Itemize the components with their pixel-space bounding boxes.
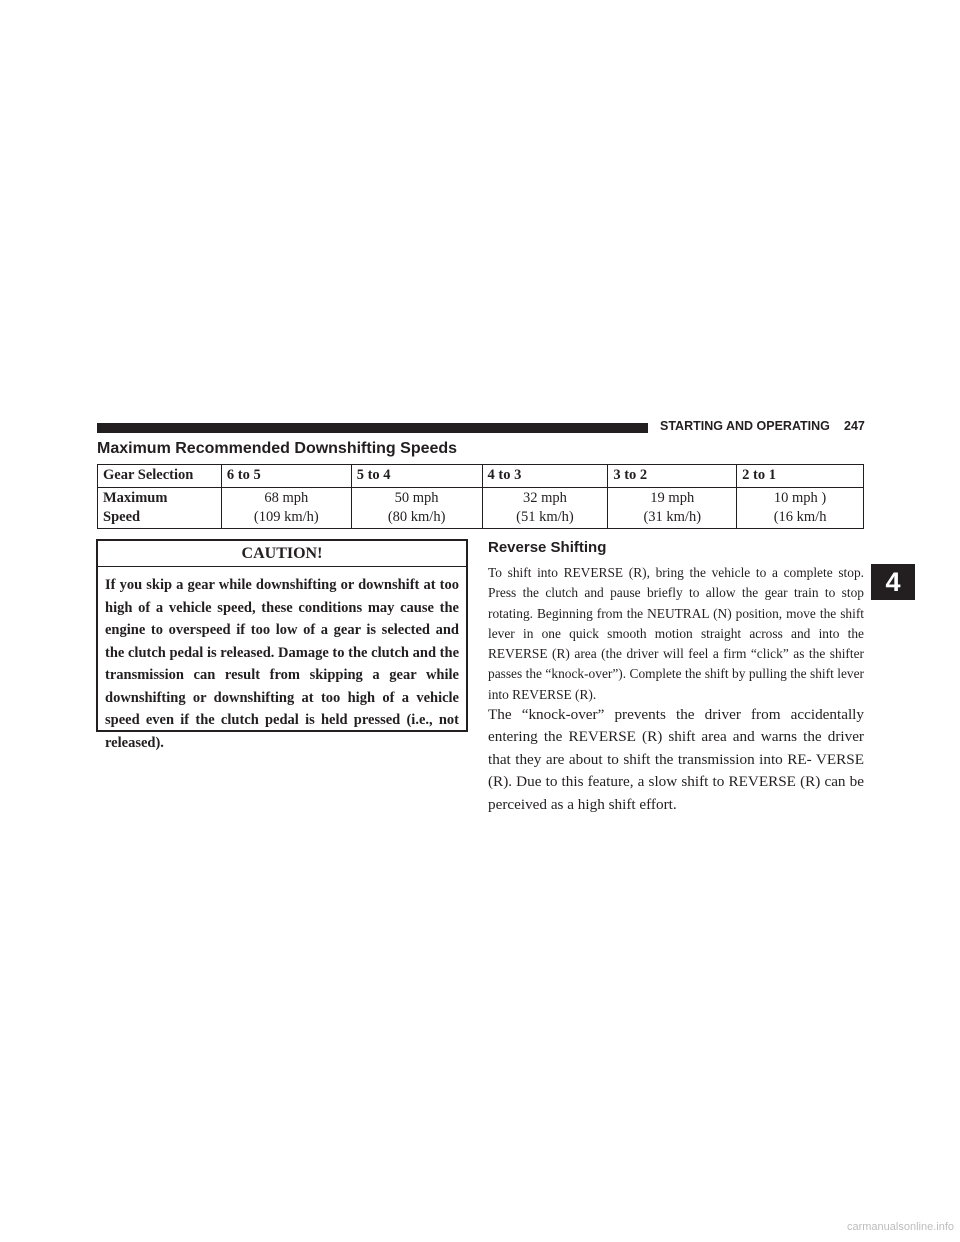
column-header: Gear Selection [98, 465, 222, 488]
column-header: 2 to 1 [737, 465, 864, 488]
speed-kmh: (51 km/h) [516, 509, 574, 525]
speed-kmh: (31 km/h) [643, 509, 702, 525]
speed-mph: 50 mph [394, 490, 439, 506]
column-header: 6 to 5 [221, 465, 351, 488]
knock-over-paragraph: The “knock-over” prevents the driver from accidentally entering the REVERSE (R) shift area and warns the driver that they are about to shift the transmission into RE- VERSE (R). Due to this feature, a slow shift to REVERSE (R) can be perceived as a high shift effort. [488, 706, 864, 813]
speed-kmh: (80 km/h) [387, 509, 446, 525]
page-number: 247 [844, 419, 865, 433]
running-header-title: STARTING AND OPERATING [660, 419, 830, 433]
caution-text: If you skip a gear while downshifting or downshift at too high of a vehicle speed, these conditions may cause the engine to overspeed if too low of a gear is selected and the clutch pedal is released. Damage to the clutch and the transmission can result from skipping a gear while downshifting or downshifting at too high of a vehicle speed even if the clutch pedal is held pressed (i.e., not released). [105, 577, 459, 751]
row-header [98, 488, 222, 529]
table-cell [221, 488, 351, 529]
row-header-line: Speed [103, 509, 141, 525]
table-header-row [98, 465, 864, 488]
table-cell [608, 488, 737, 529]
reverse-shifting-title: Reverse Shifting [488, 539, 607, 556]
downshift-section-title: Maximum Recommended Downshifting Speeds [97, 440, 458, 457]
table-cell [351, 488, 482, 529]
speed-mph: 68 mph [264, 490, 309, 506]
speed-mph: 32 mph [522, 490, 567, 506]
table-cell [482, 488, 608, 529]
table-cell [737, 488, 864, 529]
speed-mph: 10 mph ) [773, 490, 827, 506]
header-rule [97, 423, 648, 433]
watermark: carmanualsonline.info [846, 1221, 954, 1233]
caution-title: CAUTION! [98, 541, 466, 567]
table-row [98, 488, 864, 529]
column-header: 3 to 2 [608, 465, 737, 488]
column-header: 5 to 4 [351, 465, 482, 488]
caution-box [96, 539, 468, 751]
chapter-tab: 4 [871, 564, 915, 600]
reverse-shifting-paragraph: To shift into REVERSE (R), bring the vehicle to a complete stop. Press the clutch and pause briefly to allow the gear train to stop rotating. Beginning from the NEUTRAL (N) position, move the shift lever in one quick smooth motion straight across and into the REVERSE (R) area (the driver will feel a firm “click” as the shifter passes the “knock-over”). Complete the shift by pulling the shift lever into REVERSE (R). [488, 565, 864, 702]
row-header-line: Maximum [103, 490, 168, 506]
speed-kmh: (16 km/h [773, 509, 827, 525]
speed-kmh: (109 km/h) [253, 509, 319, 525]
speed-mph: 19 mph [650, 490, 695, 506]
column-header: 4 to 3 [482, 465, 608, 488]
downshift-speed-table [97, 464, 864, 529]
